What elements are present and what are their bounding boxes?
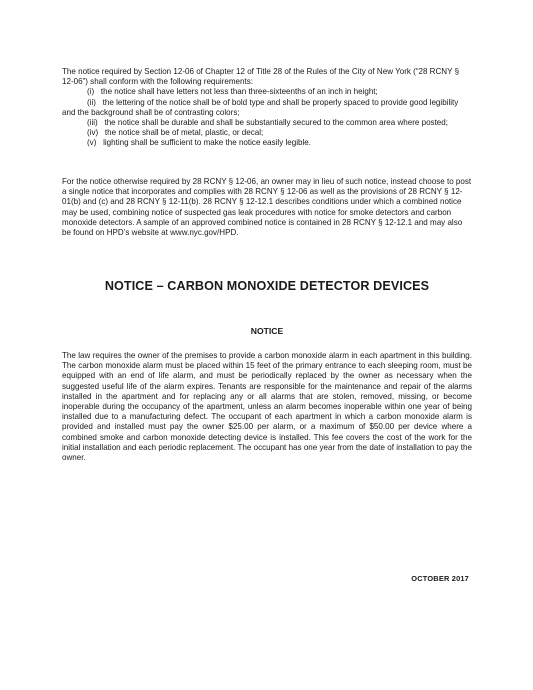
notice-subheading: NOTICE bbox=[250, 326, 284, 336]
intro-paragraph: The notice required by Section 12-06 of Chapter 12 of Title 28 of the Rules of the City of New York (“28 RCNY § 12-06”) shall conform with the following requirements: bbox=[62, 67, 460, 87]
requirement-number: (iv) bbox=[87, 128, 99, 138]
requirement-text: lighting shall be sufficient to make the notice easily legible. bbox=[103, 138, 311, 148]
notice-heading: NOTICE – CARBON MONOXIDE DETECTOR DEVICES bbox=[104, 279, 430, 293]
requirement-item bbox=[62, 87, 472, 97]
requirements-section bbox=[62, 67, 472, 149]
requirement-text: the notice shall have letters not less than three-sixteenths of an inch in height; bbox=[100, 87, 378, 97]
requirement-number: (v) bbox=[87, 138, 97, 148]
requirement-item bbox=[62, 128, 472, 138]
requirement-text: the lettering of the notice shall be of bold type and shall be properly spaced to provide good legibility and the background shall be of contrasting colors; bbox=[62, 97, 459, 117]
requirement-number: (ii) bbox=[87, 97, 96, 107]
requirements-list bbox=[62, 87, 472, 148]
requirement-item bbox=[62, 98, 472, 118]
notice-body-paragraph: The law requires the owner of the premises to provide a carbon monoxide alarm in each apartment in this building. The carbon monoxide alarm must be placed within 15 feet of the primary entrance to each sleeping room, must be equipped with an end of life alarm, and must be periodically replaced by the owner as necessary when the suggested useful life of the alarm expires. Tenants are responsible for the maintenance and repair of the alarms installed in the apartment and for replacing any or all alarms that are stolen, removed, missing, or become inoperable during the occupancy of the apartment, unless an alarm becomes inoperable within one year of being installed due to a manufacturing defect. The occupant of each apartment in which a carbon monoxide alarm is provided and installed must pay the owner $25.00 per alarm, or a maximum of $50.00 per device where a combined smoke and carbon monoxide detecting device is installed. This fee covers the cost of the work for the initial installation and each periodic replacement. The occupant has one year from the date of installation to pay the owner. bbox=[62, 351, 472, 463]
requirement-item bbox=[62, 118, 472, 128]
requirement-text: the notice shall be of metal, plastic, or decal; bbox=[104, 128, 264, 138]
footer-date: OCTOBER 2017 bbox=[411, 574, 469, 583]
requirement-text: the notice shall be durable and shall be substantially secured to the common area where posted; bbox=[104, 118, 448, 128]
combined-notice-paragraph: For the notice otherwise required by 28 RCNY § 12-06, an owner may in lieu of such notice, instead choose to post a single notice that incorporates and complies with 28 RCNY § 12-06 as well as the provisions of 28 RCNY § 12-01(b) and (c) and 28 RCNY § 12-11(b). 28 RCNY § 12-12.1 describes conditions under which a combined notice may be used, combining notice of suspected gas leak procedures with notice for smoke detectors and carbon monoxide detectors. A sample of an approved combined notice is contained in 28 RCNY § 12-12.1 and may also be found on HPD’s website at www.nyc.gov/HPD. bbox=[62, 177, 472, 238]
requirement-number: (i) bbox=[87, 87, 95, 97]
requirement-number: (iii) bbox=[87, 118, 98, 128]
requirement-item bbox=[62, 138, 472, 148]
